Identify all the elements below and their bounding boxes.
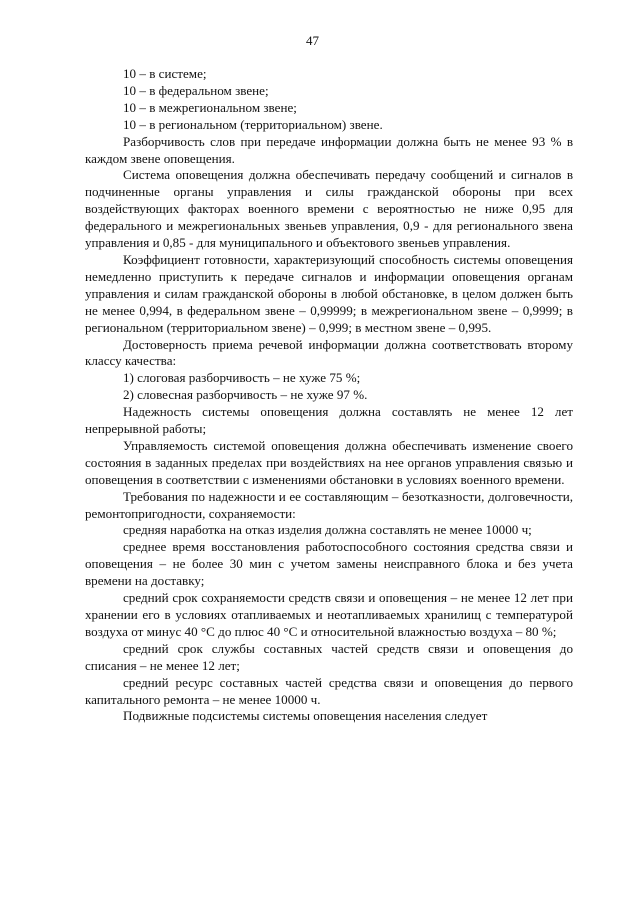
paragraph-mean-time-between-failures: средняя наработка на отказ изделия должна составлять не менее 10000 ч; xyxy=(123,522,532,538)
list-item-system: 10 – в системе; xyxy=(123,66,207,81)
paragraph-system-reliability-probability: Система оповещения должна обеспечивать передачу сообщений и сигналов в подчиненные органы управления и силы гражданской обороны при всех воздействующих факторах военного времени с вероятностью не ниже 0,95 для федерального и межрегиональных звеньев управления, 0,9 - для регионального звена управления и 0,85 - для муниципального и объектового звеньев управления. xyxy=(85,167,573,251)
paragraph-system-reliability-years: Надежность системы оповещения должна составлять не менее 12 лет непрерывной работы; xyxy=(85,404,573,437)
paragraph-controllability: Управляемость системой оповещения должна обеспечивать изменение своего состояния в заданных пределах при воздействиях на нее органов управления связью и оповещения в соответствии с изменениями обстановки в условиях военного времени. xyxy=(85,437,573,487)
page-number: 47 xyxy=(306,33,319,48)
paragraph-resource-to-overhaul: средний ресурс составных частей средства связи и оповещения до первого капитального ремонта – не менее 10000 ч. xyxy=(85,674,573,707)
list-item-syllable-intelligibility: 1) слоговая разборчивость – не хуже 75 %; xyxy=(123,370,361,386)
paragraph-mobile-subsystems: Подвижные подсистемы системы оповещения населения следует xyxy=(123,708,488,724)
list-item-interregional-level: 10 – в межрегиональном звене; xyxy=(123,99,297,115)
paragraph-speech-reception-quality: Достоверность приема речевой информации должна соответствовать второму классу качества: xyxy=(85,336,573,369)
list-item-regional-level: 10 – в региональном (территориальном) звене. xyxy=(123,116,383,132)
document-body xyxy=(85,66,573,725)
paragraph-service-life: средний срок службы составных частей средств связи и оповещения до списания – не менее 12 лет; xyxy=(85,640,573,673)
paragraph-readiness-coefficient: Коэффициент готовности, характеризующий способность системы оповещения немедленно приступить к передаче сигналов и информации оповещения органам управления и силам гражданской обороны в любой обстановке, в целом должен быть не менее 0,994, в федеральном звене – 0,99999; в межрегиональном звене – 0,9999; в региональном (территориальном звене) – 0,999; в местном звене – 0,995. xyxy=(85,251,573,335)
paragraph-storage-life: средний срок сохраняемости средств связи и оповещения – не менее 12 лет при хранении его в условиях отапливаемых и неотапливаемых хранилищ с температурой воздуха от минус 40 °C до плюс 40 °C и относительной влажностью воздуха – 80 %; xyxy=(85,590,573,639)
list-item-federal-level: 10 – в федеральном звене; xyxy=(123,82,269,98)
paragraph-mean-recovery-time: среднее время восстановления работоспособного состояния средства связи и оповещения – не более 30 мин с учетом замены неисправного блока и без учета времени на доставку; xyxy=(85,539,573,589)
list-item-word-intelligibility: 2) словесная разборчивость – не хуже 97 %. xyxy=(123,387,368,403)
paragraph-reliability-requirements: Требования по надежности и ее составляющим – безотказности, долговечности, ремонтопригодности, сохраняемости: xyxy=(85,488,573,521)
paragraph-word-intelligibility: Разборчивость слов при передаче информации должна быть не менее 93 % в каждом звене оповещения. xyxy=(85,133,573,166)
